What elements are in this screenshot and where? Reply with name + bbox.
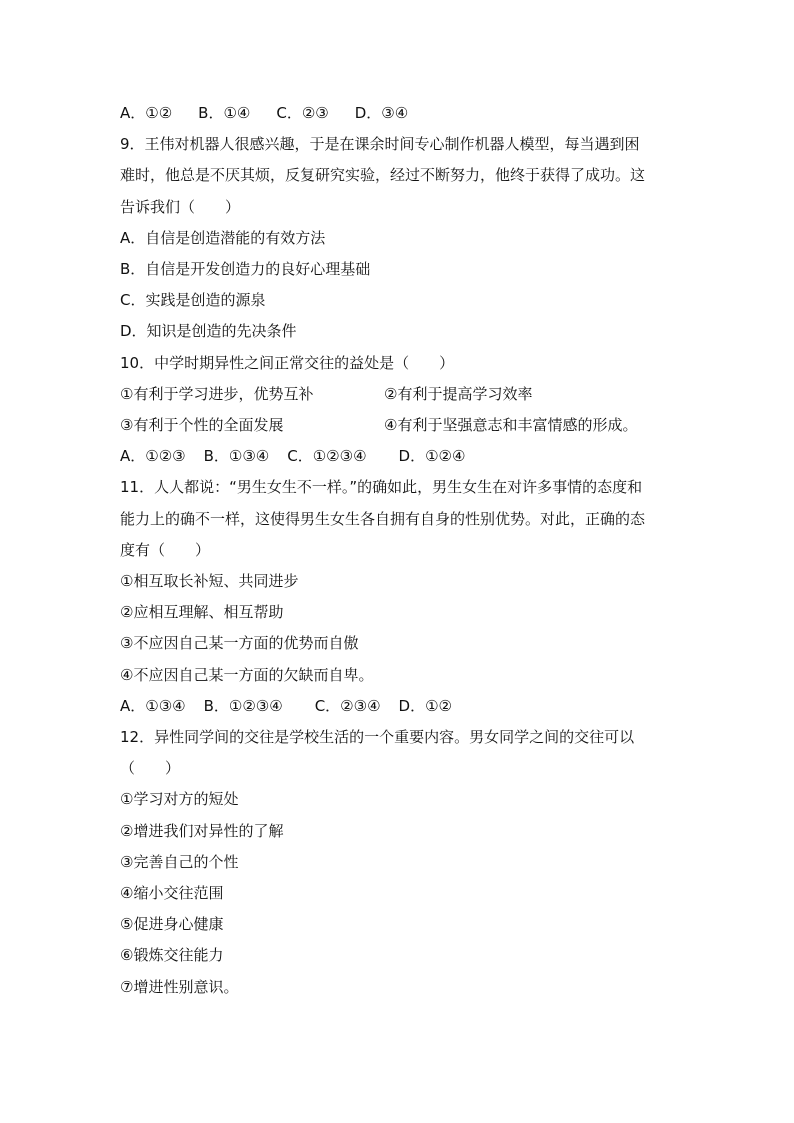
q12-item-6: ⑥锻炼交往能力 (120, 946, 224, 965)
q11-option-c: C．②③④ (314, 696, 381, 715)
q11-item-2: ②应相互理解、相互帮助 (120, 603, 284, 622)
q9-stem-line-3: 告诉我们（ ） (120, 197, 241, 216)
q10-item-4: ④有利于坚强意志和丰富情感的形成。 (384, 416, 638, 435)
q8-option-a: A．①② (120, 104, 173, 122)
q12-item-2: ②增进我们对异性的了解 (120, 821, 284, 840)
q11-item-1: ①相互取长补短、共同进步 (120, 572, 299, 591)
q8-option-c: C．②③ (276, 104, 329, 122)
question-10 (120, 348, 678, 473)
q10-option-c: C．①②③④ (287, 447, 367, 466)
q11-item-3: ③不应因自己某一方面的优势而自傲 (120, 634, 359, 653)
q12-stem-line-1: 12．异性同学间的交往是学校生活的一个重要内容。男女同学之间的交往可以 (120, 728, 635, 747)
q10-items-row-2 (120, 410, 678, 441)
q10-option-a: A．①②③ (120, 447, 186, 466)
q10-item-3: ③有利于个性的全面发展 (120, 416, 284, 435)
q9-choice-b: B．自信是开发创造力的良好心理基础 (120, 260, 371, 279)
q9-stem-line-1: 9．王伟对机器人很感兴趣，于是在课余时间专心制作机器人模型，每当遇到困 (120, 135, 640, 154)
q11-option-a: A．①③④ (120, 696, 186, 715)
q10-option-d: D．①②④ (398, 447, 466, 466)
q12-item-4: ④缩小交往范围 (120, 884, 224, 903)
q9-stem-line-2: 难时，他总是不厌其烦，反复研究实验，经过不断努力，他终于获得了成功。这 (120, 166, 646, 185)
q11-stem-line-1: 11．人人都说：“男生女生不一样。”的确如此，男生女生在对许多事情的态度和 (120, 478, 643, 497)
q10-item-1: ①有利于学习进步，优势互补 (120, 384, 314, 403)
q10-options (120, 441, 678, 472)
q11-stem-line-3: 度有（ ） (120, 540, 211, 559)
q9-choice-c: C．实践是创造的源泉 (120, 291, 266, 310)
q12-item-1: ①学习对方的短处 (120, 790, 239, 809)
q10-items-row-1 (120, 379, 678, 410)
q8-option-b: B．①④ (198, 104, 251, 122)
question-9 (120, 129, 678, 347)
q8-option-d: D．③④ (354, 104, 409, 122)
question-12 (120, 722, 678, 1003)
q10-option-b: B．①③④ (203, 447, 270, 466)
q9-choice-a: A．自信是创造潜能的有效方法 (120, 228, 326, 247)
q12-item-3: ③完善自己的个性 (120, 852, 239, 871)
q11-item-4: ④不应因自己某一方面的欠缺而自卑。 (120, 665, 374, 684)
q9-choice-d: D．知识是创造的先决条件 (120, 322, 297, 341)
q12-item-7: ⑦增进性别意识。 (120, 977, 239, 996)
q10-stem: 10．中学时期异性之间正常交往的益处是（ ） (120, 353, 455, 372)
q11-stem-line-2: 能力上的确不一样，这使得男生女生各自拥有自身的性别优势。对此，正确的态 (120, 509, 646, 528)
q8-options (120, 98, 678, 129)
q10-item-2: ②有利于提高学习效率 (384, 384, 533, 403)
question-11 (120, 472, 678, 722)
q12-stem-line-2: （ ） (120, 759, 181, 778)
q11-options (120, 691, 678, 722)
q11-option-d: D．①② (398, 696, 452, 715)
q12-item-5: ⑤促进身心健康 (120, 915, 224, 934)
q11-option-b: B．①②③④ (203, 696, 283, 715)
